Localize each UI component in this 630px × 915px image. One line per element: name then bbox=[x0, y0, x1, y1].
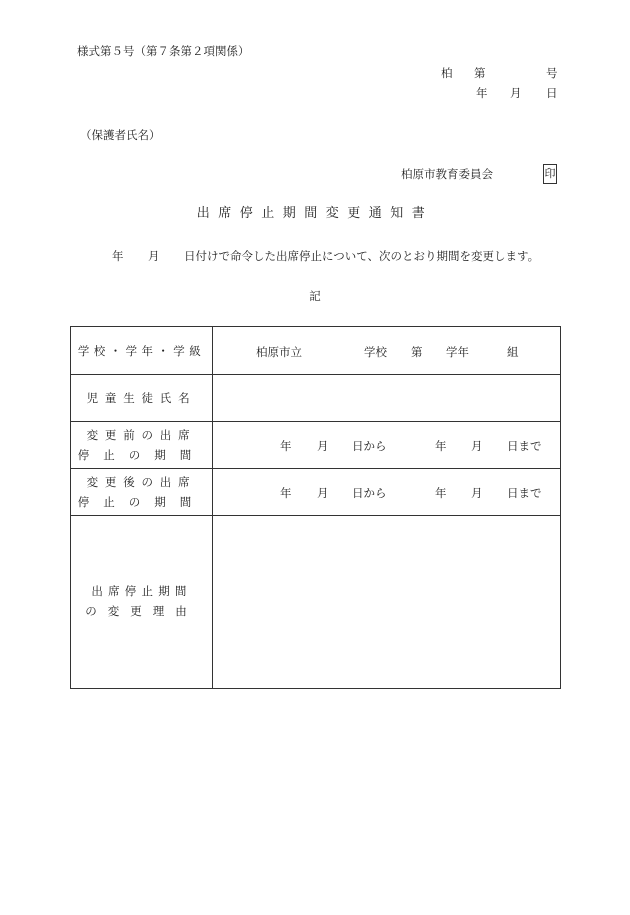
document-title: 出席停止期間変更通知書 bbox=[196, 206, 434, 221]
issue-date-day: 日 bbox=[546, 86, 558, 100]
after-period-label bbox=[71, 472, 212, 512]
grade-suffix: 学年 bbox=[446, 345, 469, 359]
before-from-year: 年 bbox=[280, 439, 292, 453]
body-text: 日付けで命令した出席停止について、次のとおり期間を変更します。 bbox=[184, 249, 540, 263]
guardian-name-label: （保護者氏名） bbox=[80, 128, 161, 142]
doc-number-prefix: 柏 bbox=[441, 66, 453, 80]
before-until-day: 日まで bbox=[507, 439, 542, 453]
before-label-line1: 変更前の出席 bbox=[86, 428, 197, 442]
body-year: 年 bbox=[112, 249, 124, 263]
reason-label-line2: の変更理由 bbox=[85, 604, 198, 618]
school-suffix: 学校 bbox=[364, 345, 387, 359]
after-from-year: 年 bbox=[280, 486, 292, 500]
seal-mark: 印 bbox=[543, 164, 557, 184]
school-prefix: 柏原市立 bbox=[256, 345, 302, 359]
doc-number-dai: 第 bbox=[474, 66, 486, 80]
before-until-year: 年 bbox=[435, 439, 447, 453]
before-from-month: 月 bbox=[317, 439, 329, 453]
issue-date-year: 年 bbox=[476, 86, 488, 100]
grade-prefix: 第 bbox=[411, 345, 423, 359]
after-label-line2: 停止の期間 bbox=[77, 495, 206, 509]
student-name-label: 児童生徒氏名 bbox=[86, 391, 197, 405]
before-from-day: 日から bbox=[352, 439, 387, 453]
after-from-month: 月 bbox=[317, 486, 329, 500]
after-until-year: 年 bbox=[435, 486, 447, 500]
before-until-month: 月 bbox=[471, 439, 483, 453]
reason-label bbox=[71, 581, 212, 621]
table-divider bbox=[71, 421, 560, 422]
form-number: 様式第５号（第７条第２項関係） bbox=[77, 44, 250, 58]
before-label-line2: 停止の期間 bbox=[77, 448, 206, 462]
table-divider-vertical bbox=[212, 327, 213, 688]
table-divider bbox=[71, 374, 560, 375]
after-until-day: 日まで bbox=[507, 486, 542, 500]
school-label: 学校・学年・学級 bbox=[77, 344, 206, 358]
body-month: 月 bbox=[148, 249, 160, 263]
table-divider bbox=[71, 468, 560, 469]
class-suffix: 組 bbox=[507, 345, 519, 359]
after-until-month: 月 bbox=[471, 486, 483, 500]
ki-heading: 記 bbox=[309, 289, 321, 303]
issue-date-month: 月 bbox=[510, 86, 522, 100]
reason-label-line1: 出席停止期間 bbox=[91, 584, 192, 598]
before-period-label bbox=[71, 425, 212, 465]
after-label-line1: 変更後の出席 bbox=[86, 475, 197, 489]
after-from-day: 日から bbox=[352, 486, 387, 500]
notice-table bbox=[70, 326, 561, 689]
table-divider bbox=[71, 515, 560, 516]
issuer-name: 柏原市教育委員会 bbox=[401, 167, 493, 181]
doc-number-go: 号 bbox=[546, 66, 558, 80]
